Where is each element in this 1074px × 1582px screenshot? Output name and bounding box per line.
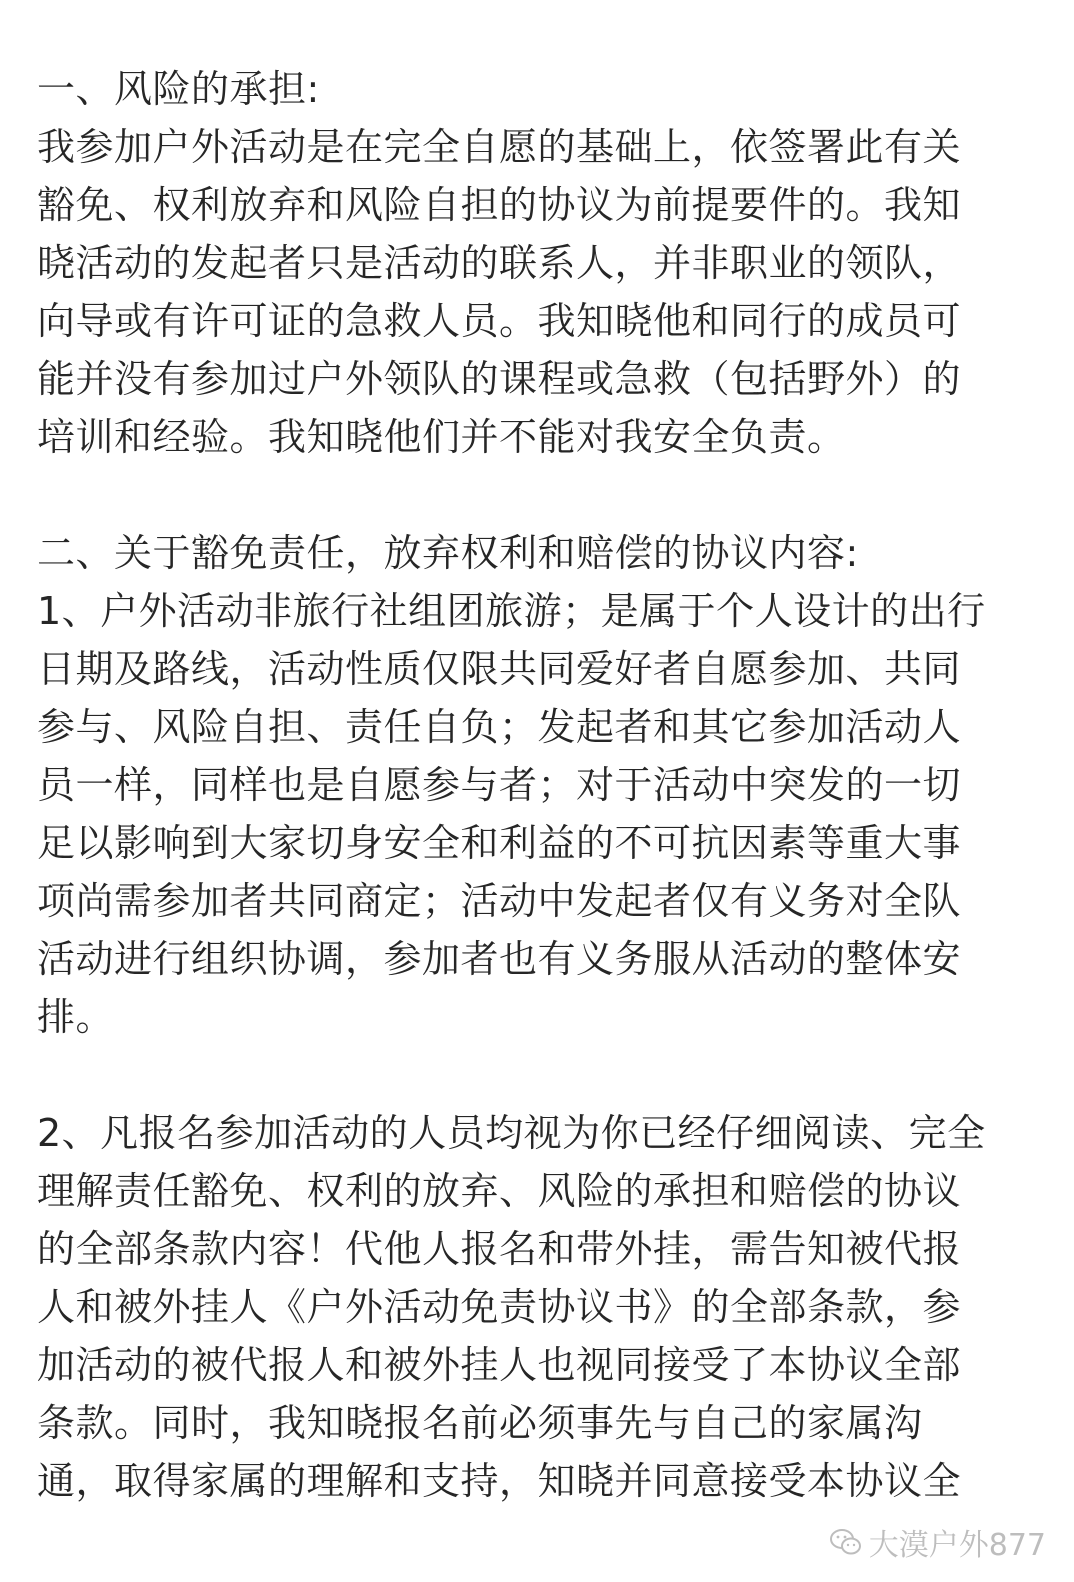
text-line: 参与、风险自担、责任自负；发起者和其它参加活动人 [37,705,962,749]
text-line: 人和被外挂人《户外活动免责协议书》的全部条款，参 [37,1285,962,1329]
wechat-logo-icon [829,1525,863,1559]
agreement-text [37,60,1047,1510]
text-line: 理解责任豁免、权利的放弃、风险的承担和赔偿的协议 [37,1169,962,1213]
text-line: 加活动的被代报人和被外挂人也视同接受了本协议全部 [37,1343,962,1387]
text-line: 足以影响到大家切身安全和利益的不可抗因素等重大事 [37,821,962,865]
text-line: 员一样，同样也是自愿参与者；对于活动中突发的一切 [37,763,962,807]
text-line: 向导或有许可证的急救人员。我知晓他和同行的成员可 [37,299,962,343]
text-line: 通，取得家属的理解和支持，知晓并同意接受本协议全 [37,1459,962,1503]
watermark [829,1520,1046,1564]
text-line: 条款。同时，我知晓报名前必须事先与自己的家属沟 [37,1401,923,1445]
text-line: 培训和经验。我知晓他们并不能对我安全负责。 [37,415,846,459]
text-line: 能并没有参加过户外领队的课程或急救（包括野外）的 [37,357,962,401]
text-line: 1、户外活动非旅行社组团旅游；是属于个人设计的出行 [37,589,986,633]
section-1-heading: 一、风险的承担: [37,67,320,111]
text-line: 活动进行组织协调，参加者也有义务服从活动的整体安 [37,937,962,981]
text-line: 豁免、权利放弃和风险自担的协议为前提要件的。我知 [37,183,962,227]
text-line: 排。 [37,995,115,1039]
text-line: 的全部条款内容！代他人报名和带外挂，需告知被代报 [37,1227,962,1271]
text-line: 2、凡报名参加活动的人员均视为你已经仔细阅读、完全 [37,1111,986,1155]
watermark-text: 大漠户外877 [868,1528,1046,1563]
text-line: 日期及路线，活动性质仅限共同爱好者自愿参加、共同 [37,647,962,691]
section-2-heading: 二、关于豁免责任，放弃权利和赔偿的协议内容: [37,531,859,575]
text-line: 我参加户外活动是在完全自愿的基础上，依签署此有关 [37,125,962,169]
paragraph-gap [37,466,1047,524]
text-line: 项尚需参加者共同商定；活动中发起者仅有义务对全队 [37,879,962,923]
text-line: 晓活动的发起者只是活动的联系人，并非职业的领队， [37,241,962,285]
paragraph-gap [37,1046,1047,1104]
